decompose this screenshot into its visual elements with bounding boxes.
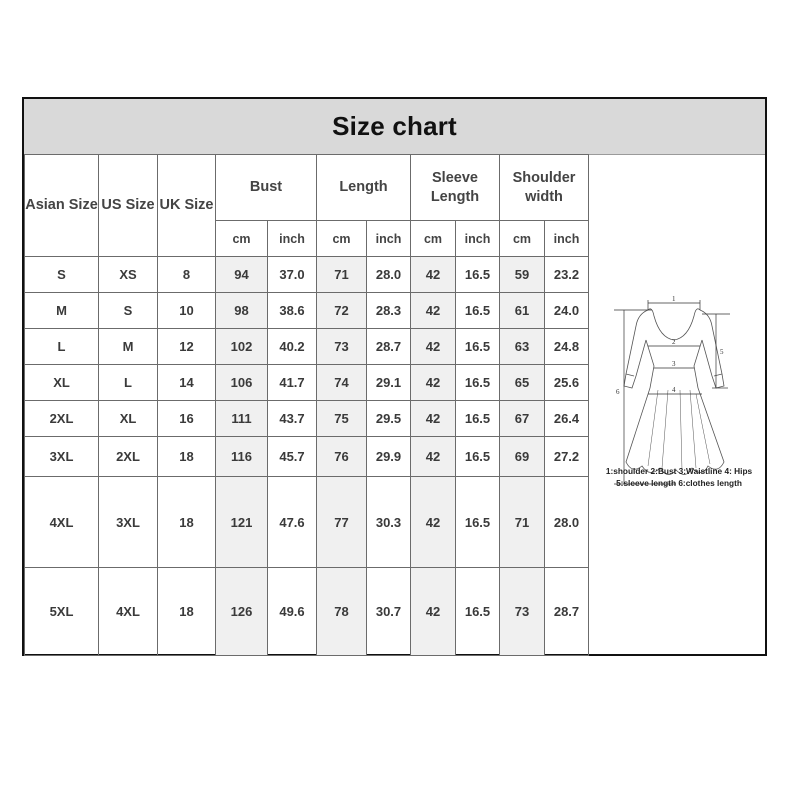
header-sleeve-length: Sleeve Length [411,155,500,221]
legend-line-1: 1:shoulder 2:Bust 3:Waistline 4: Hips [605,466,753,476]
sleeve-cm: 42 [411,329,456,365]
bust-inch: 49.6 [268,568,317,656]
asian-size: 3XL [25,437,99,477]
shoulder-inch: 25.6 [545,365,589,401]
length-cm: 73 [317,329,367,365]
table-row [25,329,589,365]
shoulder-cm: 61 [500,293,545,329]
uk-size: 14 [158,365,216,401]
sleeve-inch: 16.5 [456,401,500,437]
us-size: 3XL [99,477,158,568]
label-4: 4 [672,386,676,394]
shoulder-inch: 23.2 [545,257,589,293]
label-1: 1 [672,295,676,303]
table-row [25,293,589,329]
unit-bust-inch: inch [268,221,317,257]
length-inch: 30.7 [367,568,411,656]
bust-cm: 106 [216,365,268,401]
label-3: 3 [672,360,676,368]
size-table [24,154,589,656]
unit-length-inch: inch [367,221,411,257]
uk-size: 10 [158,293,216,329]
bust-cm: 121 [216,477,268,568]
length-inch: 29.5 [367,401,411,437]
bust-cm: 94 [216,257,268,293]
sleeve-inch: 16.5 [456,329,500,365]
bust-cm: 116 [216,437,268,477]
header-length: Length [317,155,411,221]
length-cm: 74 [317,365,367,401]
label-2: 2 [672,338,676,346]
us-size: 2XL [99,437,158,477]
us-size: M [99,329,158,365]
bust-inch: 45.7 [268,437,317,477]
sleeve-cm: 42 [411,568,456,656]
table-row [25,477,589,568]
sleeve-cm: 42 [411,293,456,329]
us-size: XL [99,401,158,437]
unit-shoulder-inch: inch [545,221,589,257]
uk-size: 18 [158,568,216,656]
uk-size: 16 [158,401,216,437]
us-size: 4XL [99,568,158,656]
shoulder-cm: 67 [500,401,545,437]
table-row [25,257,589,293]
unit-shoulder-cm: cm [500,221,545,257]
length-cm: 75 [317,401,367,437]
length-inch: 30.3 [367,477,411,568]
shoulder-cm: 59 [500,257,545,293]
sleeve-inch: 16.5 [456,293,500,329]
sleeve-inch: 16.5 [456,437,500,477]
shoulder-inch: 24.0 [545,293,589,329]
table-row [25,365,589,401]
header-shoulder-width: Shoulder width [500,155,589,221]
legend-line-2: 5:sleeve length 6:clothes length [616,478,742,488]
asian-size: 2XL [25,401,99,437]
us-size: S [99,293,158,329]
asian-size: S [25,257,99,293]
shoulder-cm: 71 [500,477,545,568]
length-inch: 28.3 [367,293,411,329]
shoulder-inch: 27.2 [545,437,589,477]
sleeve-inch: 16.5 [456,477,500,568]
table-row [25,568,589,656]
table-row [25,401,589,437]
header-us-size: US Size [99,155,158,257]
diagram-legend [590,465,768,489]
unit-sleeve-inch: inch [456,221,500,257]
label-5: 5 [720,348,724,356]
shoulder-inch: 28.7 [545,568,589,656]
length-cm: 77 [317,477,367,568]
length-cm: 78 [317,568,367,656]
unit-length-cm: cm [317,221,367,257]
sleeve-cm: 42 [411,401,456,437]
uk-size: 8 [158,257,216,293]
shoulder-inch: 26.4 [545,401,589,437]
sleeve-inch: 16.5 [456,257,500,293]
sleeve-cm: 42 [411,257,456,293]
bust-inch: 40.2 [268,329,317,365]
bust-cm: 102 [216,329,268,365]
sleeve-inch: 16.5 [456,365,500,401]
uk-size: 18 [158,437,216,477]
sleeve-cm: 42 [411,437,456,477]
label-6: 6 [616,388,620,396]
length-cm: 71 [317,257,367,293]
length-inch: 28.7 [367,329,411,365]
bust-inch: 37.0 [268,257,317,293]
us-size: XS [99,257,158,293]
shoulder-inch: 24.8 [545,329,589,365]
table-row [25,437,589,477]
bust-cm: 98 [216,293,268,329]
length-inch: 28.0 [367,257,411,293]
uk-size: 12 [158,329,216,365]
bust-inch: 47.6 [268,477,317,568]
bust-cm: 126 [216,568,268,656]
sleeve-cm: 42 [411,477,456,568]
header-asian-size: Asian Size [25,155,99,257]
length-inch: 29.9 [367,437,411,477]
bust-inch: 43.7 [268,401,317,437]
length-cm: 72 [317,293,367,329]
shoulder-cm: 65 [500,365,545,401]
header-uk-size: UK Size [158,155,216,257]
uk-size: 18 [158,477,216,568]
length-cm: 76 [317,437,367,477]
asian-size: 4XL [25,477,99,568]
unit-sleeve-cm: cm [411,221,456,257]
sleeve-cm: 42 [411,365,456,401]
asian-size: XL [25,365,99,401]
bust-inch: 41.7 [268,365,317,401]
bust-inch: 38.6 [268,293,317,329]
asian-size: M [25,293,99,329]
bust-cm: 111 [216,401,268,437]
header-row [25,155,589,221]
shoulder-cm: 73 [500,568,545,656]
us-size: L [99,365,158,401]
page-title: Size chart [332,111,457,141]
shoulder-inch: 28.0 [545,477,589,568]
sleeve-inch: 16.5 [456,568,500,656]
asian-size: 5XL [25,568,99,656]
length-inch: 29.1 [367,365,411,401]
asian-size: L [25,329,99,365]
title-bar [24,99,765,155]
unit-bust-cm: cm [216,221,268,257]
header-bust: Bust [216,155,317,221]
shoulder-cm: 69 [500,437,545,477]
size-chart-frame [22,97,767,656]
shoulder-cm: 63 [500,329,545,365]
